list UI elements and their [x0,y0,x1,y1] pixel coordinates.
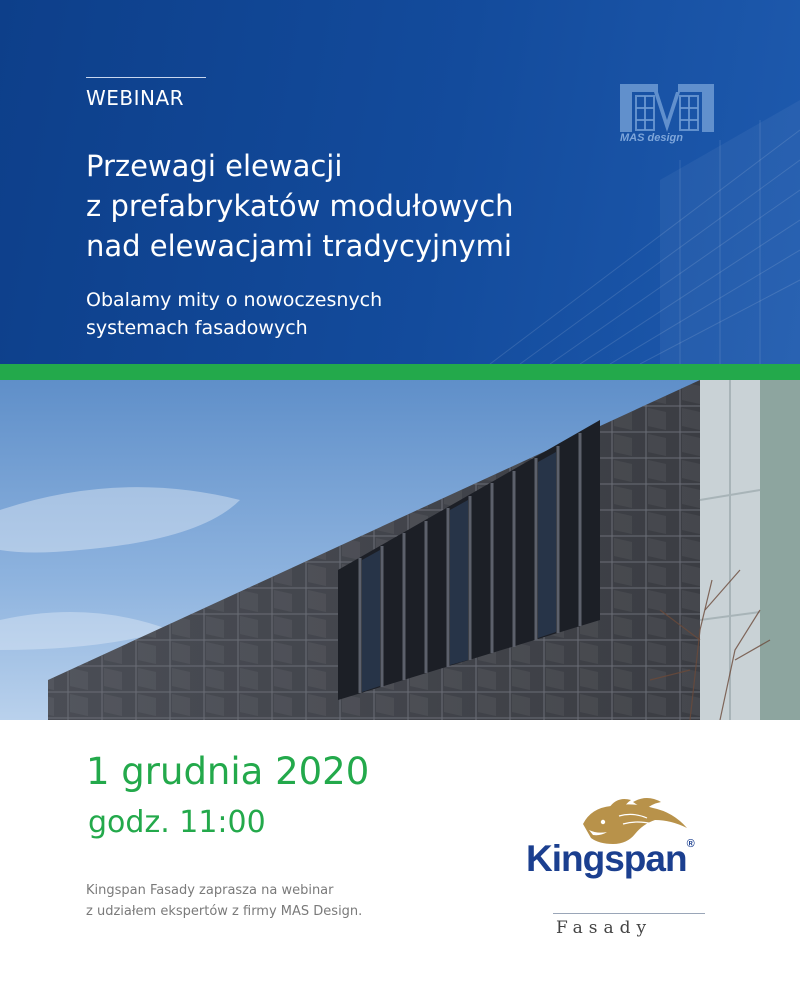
title-line: Przewagi elewacji [86,149,343,183]
label-rule [86,77,206,78]
invite-text [86,880,362,922]
invite-line: Kingspan Fasady zaprasza na webinar [86,883,334,898]
header-banner [0,0,800,364]
kingspan-wordmark [526,838,695,880]
webinar-label: WEBINAR [86,86,185,110]
green-strip [0,364,800,380]
title-line: z prefabrykatów modułowych [86,189,514,223]
title-line: nad elewacjami tradycyjnymi [86,229,512,263]
registered-mark: ® [686,838,695,850]
brand-rule [553,913,705,914]
event-date: 1 grudnia 2020 [86,750,370,793]
mas-design-wordmark: MAS design [620,132,683,144]
webinar-subtitle [86,286,382,342]
brand-division: Fasady [556,918,653,938]
invite-line: z udziałem ekspertów z firmy MAS Design. [86,904,363,919]
event-time: godz. 11:00 [88,805,266,840]
subtitle-line: Obalamy mity o nowoczesnych [86,289,383,311]
brand-name: Kingspan [526,838,687,879]
subtitle-line: systemach fasadowych [86,317,308,339]
building-facade-photo [0,380,800,720]
webinar-title [86,146,514,266]
